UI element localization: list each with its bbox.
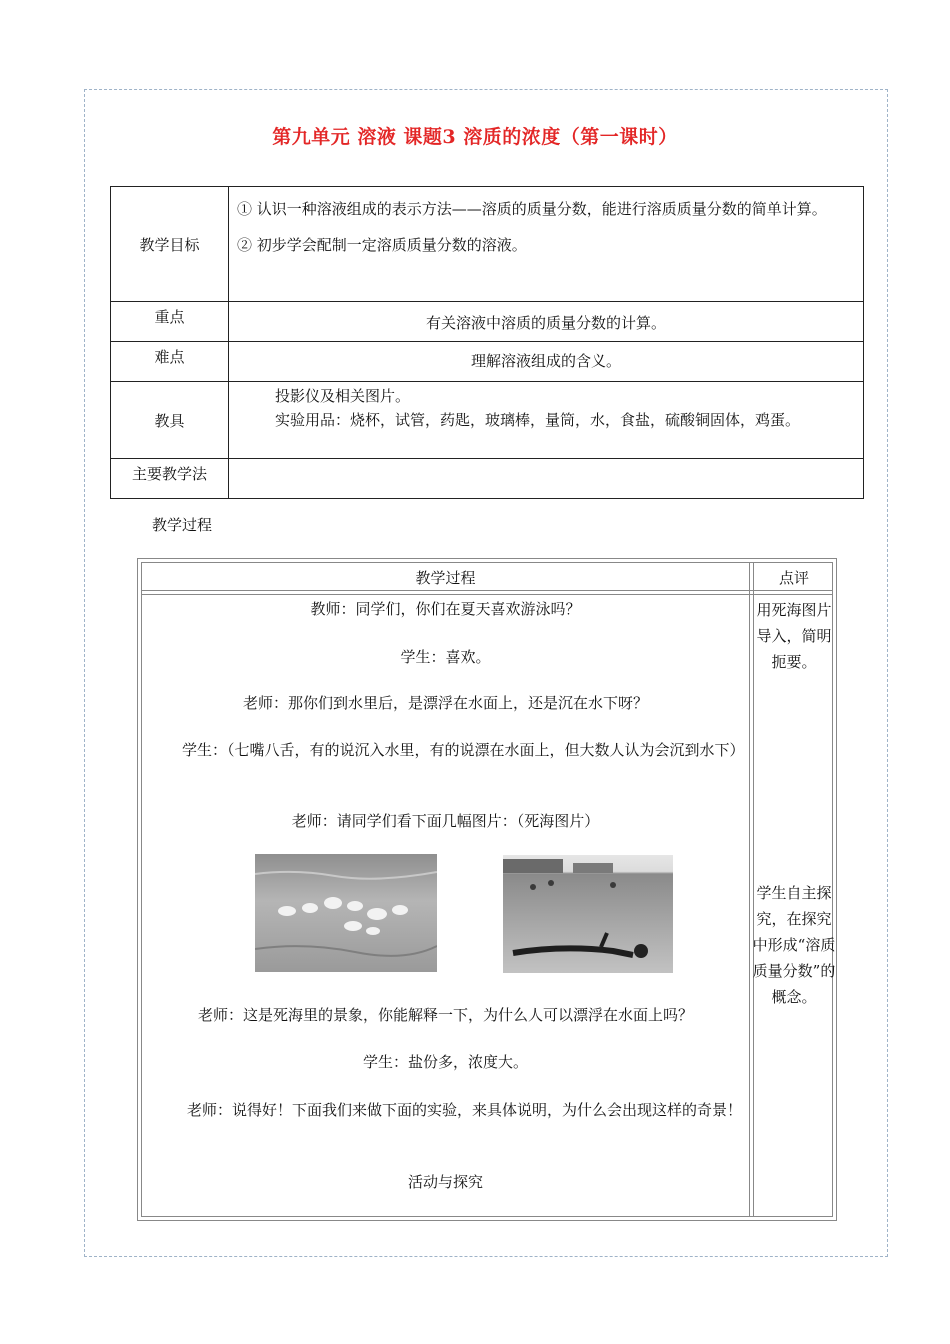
key-point-label: 重点	[111, 302, 229, 342]
teaching-method-label: 主要教学法	[111, 459, 229, 499]
dialogue-line-7: 学生：盐份多，浓度大。	[362, 1053, 528, 1071]
key-point-row	[111, 302, 864, 342]
page-title: 第九单元 溶液 课题3 溶质的浓度（第一课时）	[272, 126, 678, 148]
process-table-inner	[141, 562, 836, 1217]
dialogue-line-2: 学生：喜欢。	[400, 648, 491, 666]
dialogue-line-4: 学生：（七嘴八舌，有的说沉入水里，有的说漂在水面上，但大数人认为会沉到水下）	[182, 741, 745, 759]
dialogue-line-8: 老师：说得好！下面我们来做下面的实验，来具体说明，为什么会出现这样的奇景！	[187, 1101, 743, 1119]
lesson-info-table	[110, 186, 864, 499]
objectives-label: 教学目标	[111, 187, 229, 302]
teaching-method-row	[111, 459, 864, 499]
difficulty-label: 难点	[111, 342, 229, 382]
difficulty-text: 理解溶液组成的含义。	[229, 342, 864, 382]
objectives-row	[111, 187, 864, 302]
process-table	[137, 558, 837, 1221]
dialogue-line-3: 老师：那你们到水里后，是漂浮在水面上，还是沉在水下呀？	[242, 694, 648, 712]
header-divider	[142, 590, 832, 595]
tools-line-1: 投影仪及相关图片。	[275, 387, 411, 405]
tools-label: 教具	[111, 382, 229, 459]
process-column-header: 教学过程	[415, 569, 476, 587]
dialogue-line-5: 老师：请同学们看下面几幅图片：（死海图片）	[291, 812, 600, 830]
dialogue-line-6: 老师：这是死海里的景象，你能解释一下，为什么人可以漂浮在水面上吗？	[197, 1006, 693, 1024]
key-point-text: 有关溶液中溶质的质量分数的计算。	[229, 302, 864, 342]
dialogue-line-9: 活动与探究	[407, 1173, 483, 1191]
comment-1: 用死海图片导入，简明扼要。	[756, 601, 832, 671]
tools-row	[111, 382, 864, 459]
dead-sea-photo-2	[503, 855, 673, 973]
tools-line-2: 实验用品：烧杯，试管，药匙，玻璃棒，量筒，水，食盐，硫酸铜固体，鸡蛋。	[275, 411, 801, 429]
dialogue-line-1: 教师：同学们，你们在夏天喜欢游泳吗？	[310, 600, 581, 618]
objective-1: ① 认识一种溶液组成的表示方法——溶质的质量分数，能进行溶质质量分数的简单计算。	[237, 200, 827, 218]
objectives-cell	[229, 187, 864, 302]
comment-2: 学生自主探究，在探究中形成“溶质质量分数”的概念。	[752, 884, 836, 1006]
tools-cell	[229, 382, 864, 459]
comment-column-header: 点评	[778, 569, 809, 587]
process-section-label: 教学过程	[152, 516, 213, 534]
dead-sea-photo-1	[255, 854, 437, 972]
objective-2: ② 初步学会配制一定溶质质量分数的溶液。	[237, 236, 527, 254]
teaching-method-text	[229, 459, 864, 499]
difficulty-row	[111, 342, 864, 382]
